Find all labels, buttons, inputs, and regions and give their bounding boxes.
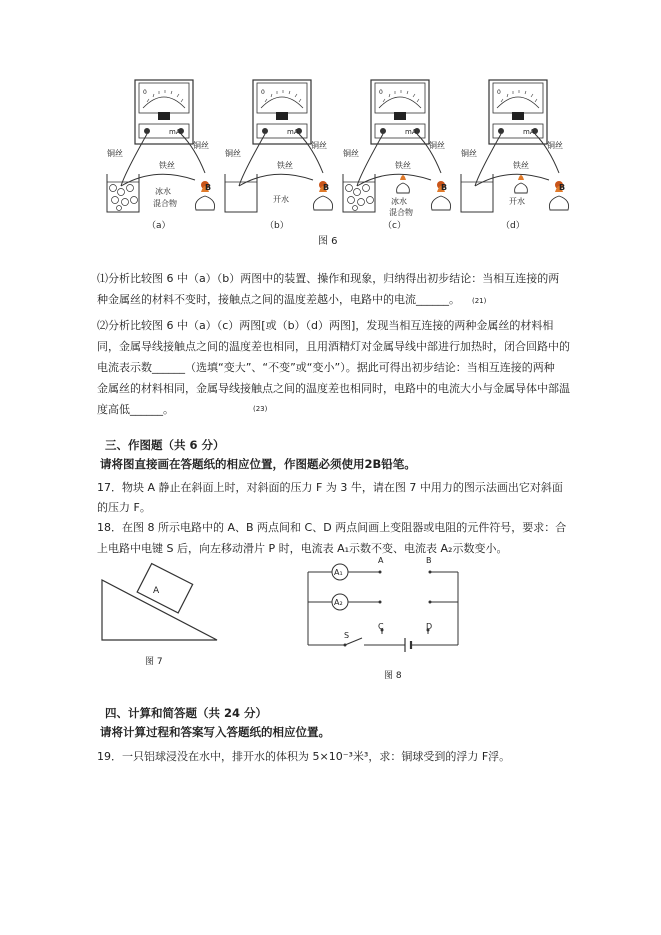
label-copper: 铜丝	[107, 149, 123, 158]
q2-answer-number: (23)	[253, 405, 268, 413]
label-ice-water: 冰水	[155, 187, 171, 196]
q2-line-4: 金属丝的材料相同，金属导线接触点之间的温度差也相同时，电路中的电流大小与金属导体中部温	[97, 382, 570, 395]
label-boiling-water: 开水	[273, 195, 289, 204]
meter-unit: mA	[169, 128, 181, 136]
panel-label-a: （a）	[147, 221, 171, 231]
meter-zero: 0	[379, 89, 383, 96]
point-d-label: D	[426, 622, 433, 631]
label-copper: 铜丝	[429, 141, 445, 150]
label-b: B	[323, 183, 330, 192]
q2-line-5: 度高低______。	[97, 403, 174, 416]
label-copper: 铜丝	[225, 149, 241, 158]
figure-8	[300, 550, 470, 685]
meter-zero: 0	[497, 89, 501, 96]
label-iron: 铁丝	[277, 161, 293, 170]
label-iron: 铁丝	[159, 161, 175, 170]
panel-label-c: （c）	[383, 221, 406, 231]
point-b-label: B	[426, 556, 432, 565]
panel-label-b: （b）	[265, 221, 289, 231]
q2-line-3: 电流表示数______（选填“变大”、“不变”或“变小”）。据此可得出初步结论：当相互连接的两种	[97, 361, 555, 374]
meter-unit: mA	[523, 128, 535, 136]
q2-line-2: 同，金属导线接触点之间的温度差也相同，且用酒精灯对金属导线中部进行加热时，闭合回路中的	[97, 340, 570, 353]
section-4-instruction: 请将计算过程和答案写入答题纸的相应位置。	[100, 725, 330, 739]
q18-line-1: 18．在图 8 所示电路中的 A、B 两点间和 C、D 两点间画上变阻器或电阻的元件符号，要求：合	[97, 521, 567, 534]
meter-zero: 0	[261, 89, 265, 96]
panel-label-d: （d）	[501, 221, 525, 231]
q17-line-2: 的压力 F。	[97, 501, 151, 514]
point-c-label: C	[378, 622, 384, 631]
q19-line-1: 19．一只铝球浸没在水中，排开水的体积为 5×10⁻³米³，求：铜球受到的浮力 F浮。	[97, 750, 511, 763]
label-copper: 铜丝	[311, 141, 327, 150]
label-b: B	[205, 183, 212, 192]
meter-zero: 0	[143, 89, 147, 96]
q1-answer-number: (21)	[472, 297, 487, 305]
meter-unit: mA	[405, 128, 417, 136]
q2-line-1: ⑵分析比较图 6 中（a）（c）两图[或（b）（d）两图]，发现当相互连接的两种金属丝的材料相	[97, 319, 554, 332]
label-iron: 铁丝	[395, 161, 411, 170]
figure-7	[97, 560, 222, 670]
section-3-title: 三、作图题（共 6 分）	[105, 438, 225, 452]
label-boiling-water: 开水	[509, 197, 525, 206]
meter-unit: mA	[287, 128, 299, 136]
switch-label: S	[344, 631, 350, 640]
label-ice-water: 冰水	[391, 197, 407, 206]
q1-line-1: ⑴分析比较图 6 中（a）（b）两图中的装置、操作和现象，归纳得出初步结论：当相互连接的两	[97, 272, 560, 285]
label-copper: 铜丝	[547, 141, 563, 150]
label-b: B	[441, 183, 448, 192]
point-a-label: A	[378, 556, 384, 565]
block-label: A	[153, 586, 160, 596]
q1-line-2: 种金属丝的材料不变时，接触点之间的温度差越小，电路中的电流______。	[97, 293, 460, 306]
label-iron: 铁丝	[513, 161, 529, 170]
label-copper: 铜丝	[343, 149, 359, 158]
label-b: B	[559, 183, 566, 192]
section-4-title: 四、计算和简答题（共 24 分）	[105, 706, 268, 720]
section-3-instruction: 请将图直接画在答题纸的相应位置，作图题必须使用2B铅笔。	[100, 457, 416, 471]
figure-8-caption: 图 8	[384, 671, 402, 681]
figure-7-caption: 图 7	[145, 657, 163, 667]
ammeter-a2-label: A₂	[334, 598, 343, 607]
q18-line-2: 上电路中电键 S 后，向左移动滑片 P 时，电流表 A₁示数不变、电流表 A₂示数变小。	[97, 542, 508, 555]
figure-6-caption: 图 6	[318, 236, 338, 247]
label-copper: 铜丝	[193, 141, 209, 150]
ammeter-a1-label: A₁	[334, 568, 343, 577]
q17-line-1: 17．物块 A 静止在斜面上时，对斜面的压力 F 为 3 牛，请在图 7 中用力的图示法画出它对斜面	[97, 481, 563, 494]
label-copper: 铜丝	[461, 149, 477, 158]
label-mixture: 混合物	[153, 199, 177, 208]
figure-6	[95, 78, 575, 253]
label-mixture: 混合物	[389, 208, 413, 217]
